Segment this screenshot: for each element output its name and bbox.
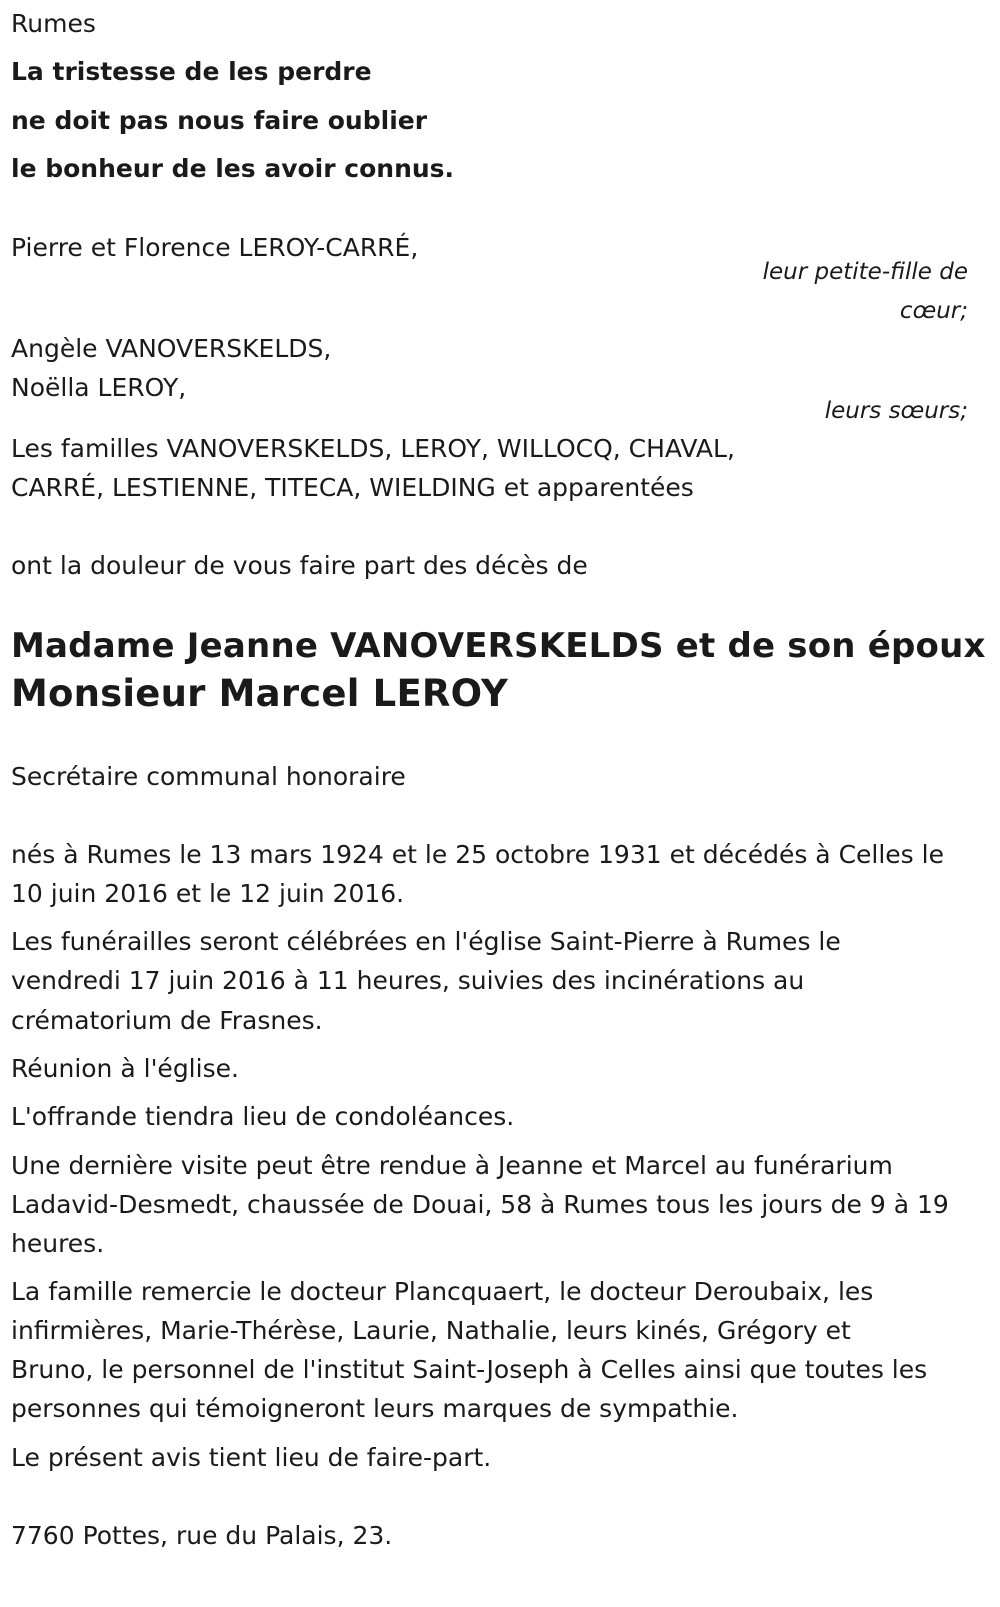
visit-line-3: heures. — [11, 1229, 105, 1258]
grandparents-names: Pierre et Florence LEROY-CARRÉ, — [11, 233, 419, 262]
quote-line-3: le bonheur de les avoir connus. — [11, 154, 455, 183]
visit-line-1: Une dernière visite peut être rendue à Jeanne et Marcel au funérarium — [11, 1151, 893, 1180]
quote-line-1: La tristesse de les perdre — [11, 57, 372, 86]
grandparents-role-line-2: cœur; — [899, 298, 968, 324]
location-header: Rumes — [11, 9, 96, 38]
thanks-line-1: La famille remercie le docteur Plancquaert, le docteur Deroubaix, les — [11, 1277, 874, 1306]
thanks-line-4: personnes qui témoigneront leurs marques de sympathie. — [11, 1394, 739, 1423]
sisters-role: leurs sœurs; — [824, 398, 968, 424]
contact-address: 7760 Pottes, rue du Palais, 23. — [11, 1521, 393, 1550]
visit-line-2: Ladavid-Desmedt, chaussée de Douai, 58 à Rumes tous les jours de 9 à 19 — [11, 1190, 949, 1219]
notice-text: Le présent avis tient lieu de faire-part. — [11, 1443, 492, 1472]
sister-1-name: Angèle VANOVERSKELDS, — [11, 334, 332, 363]
deceased-name-line-1: Madame Jeanne VANOVERSKELDS et de son époux — [11, 626, 986, 666]
families-line-2: CARRÉ, LESTIENNE, TITECA, WIELDING et apparentées — [11, 473, 694, 502]
birth-death-line-1: nés à Rumes le 13 mars 1924 et le 25 octobre 1931 et décédés à Celles le — [11, 840, 944, 869]
sister-2-name: Noëlla LEROY, — [11, 373, 187, 402]
honorary-title: Secrétaire communal honoraire — [11, 762, 406, 791]
quote-line-2: ne doit pas nous faire oublier — [11, 106, 428, 135]
grandparents-role-line-1: leur petite-fille de — [762, 259, 968, 285]
offering-text: L'offrande tiendra lieu de condoléances. — [11, 1102, 515, 1131]
families-line-1: Les familles VANOVERSKELDS, LEROY, WILLOCQ, CHAVAL, — [11, 434, 735, 463]
thanks-line-2: infirmières, Marie-Thérèse, Laurie, Nathalie, leurs kinés, Grégory et — [11, 1316, 851, 1345]
deceased-name-line-2: Monsieur Marcel LEROY — [11, 672, 508, 715]
funeral-line-2: vendredi 17 juin 2016 à 11 heures, suivies des incinérations au — [11, 966, 805, 995]
birth-death-line-2: 10 juin 2016 et le 12 juin 2016. — [11, 879, 405, 908]
announcement-text: ont la douleur de vous faire part des décès de — [11, 551, 588, 580]
funeral-line-3: crématorium de Frasnes. — [11, 1006, 323, 1035]
meeting-text: Réunion à l'église. — [11, 1054, 239, 1083]
funeral-line-1: Les funérailles seront célébrées en l'église Saint-Pierre à Rumes le — [11, 927, 841, 956]
thanks-line-3: Bruno, le personnel de l'institut Saint-Joseph à Celles ainsi que toutes les — [11, 1355, 928, 1384]
